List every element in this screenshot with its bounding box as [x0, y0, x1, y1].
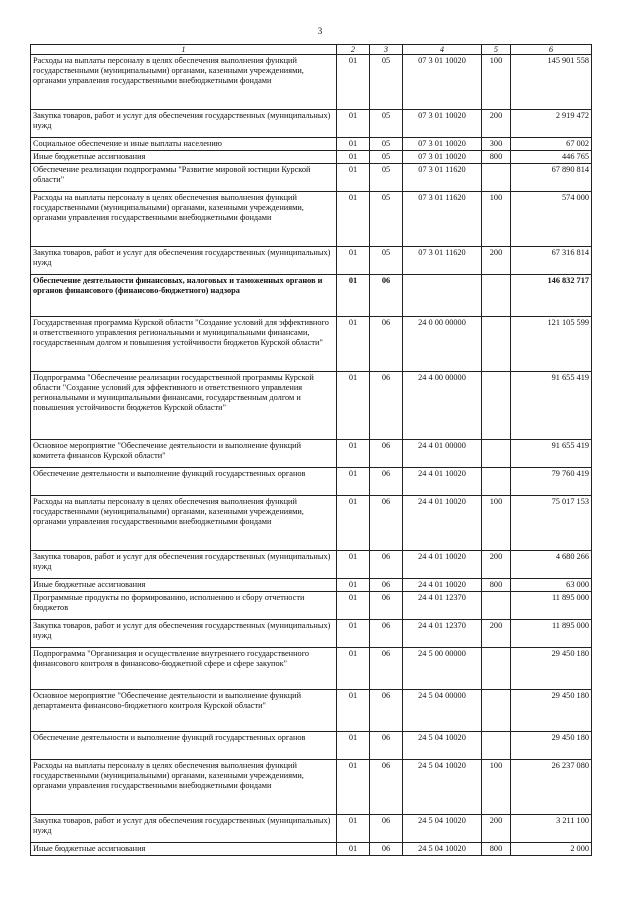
table-row — [31, 843, 592, 856]
table-row — [31, 468, 592, 496]
cell-expense-type: 200 — [482, 551, 511, 579]
cell-target-article: 24 5 04 10020 — [403, 732, 482, 760]
header-col-sum: 6 — [511, 45, 592, 55]
cell-sum: 145 901 558 — [511, 55, 592, 110]
cell-section: 01 — [337, 843, 370, 856]
table-row — [31, 55, 592, 110]
table-row — [31, 760, 592, 815]
cell-expense-type: 100 — [482, 496, 511, 551]
cell-target-article: 07 3 01 11620 — [403, 247, 482, 275]
cell-name: Иные бюджетные ассигнования — [31, 151, 337, 164]
cell-subsection: 06 — [370, 592, 403, 620]
cell-sum: 91 655 419 — [511, 372, 592, 440]
cell-target-article: 07 3 01 11620 — [403, 164, 482, 192]
table-row — [31, 440, 592, 468]
cell-sum: 574 000 — [511, 192, 592, 247]
cell-expense-type — [482, 275, 511, 317]
table-row — [31, 815, 592, 843]
cell-target-article: 24 4 01 12370 — [403, 592, 482, 620]
cell-target-article: 24 5 00 00000 — [403, 648, 482, 690]
cell-sum: 11 895 000 — [511, 620, 592, 648]
cell-sum: 2 919 472 — [511, 110, 592, 138]
cell-section: 01 — [337, 317, 370, 372]
cell-sum: 4 680 266 — [511, 551, 592, 579]
cell-name: Обеспечение реализации подпрограммы "Развитие мировой юстиции Курской области" — [31, 164, 337, 192]
cell-section: 01 — [337, 372, 370, 440]
cell-name: Обеспечение деятельности и выполнение функций государственных органов — [31, 732, 337, 760]
cell-sum: 67 316 814 — [511, 247, 592, 275]
cell-subsection: 06 — [370, 732, 403, 760]
cell-sum: 146 832 717 — [511, 275, 592, 317]
cell-sum: 26 237 080 — [511, 760, 592, 815]
cell-section: 01 — [337, 138, 370, 151]
cell-name: Подпрограмма "Обеспечение реализации государственной программы Курской области "Создание условий для эффективного и ответственного управления региональными и муниципальными финансами, государственным долгом и повышения устойчивости бюджетов Курской области" — [31, 372, 337, 440]
cell-target-article: 24 0 00 00000 — [403, 317, 482, 372]
cell-target-article: 24 5 04 10020 — [403, 760, 482, 815]
cell-section: 01 — [337, 164, 370, 192]
cell-sum: 121 105 599 — [511, 317, 592, 372]
cell-subsection: 06 — [370, 579, 403, 592]
cell-section: 01 — [337, 247, 370, 275]
cell-target-article: 24 4 01 10020 — [403, 496, 482, 551]
cell-sum: 91 655 419 — [511, 440, 592, 468]
cell-name: Расходы на выплаты персоналу в целях обеспечения выполнения функций государственными (муниципальными) органами, казенными учреждениями, органами управления государственными внебюджетными фондами — [31, 192, 337, 247]
cell-target-article: 24 5 04 10020 — [403, 843, 482, 856]
cell-subsection: 06 — [370, 815, 403, 843]
header-col-name: 1 — [31, 45, 337, 55]
cell-section: 01 — [337, 468, 370, 496]
cell-expense-type — [482, 372, 511, 440]
cell-expense-type: 100 — [482, 192, 511, 247]
cell-name: Основное мероприятие "Обеспечение деятельности и выполнение функций департамента финансово-бюджетного контроля Курской области" — [31, 690, 337, 732]
cell-name: Иные бюджетные ассигнования — [31, 843, 337, 856]
cell-expense-type: 800 — [482, 151, 511, 164]
cell-target-article: 07 3 01 10020 — [403, 138, 482, 151]
cell-expense-type — [482, 317, 511, 372]
cell-section: 01 — [337, 690, 370, 732]
table-row — [31, 592, 592, 620]
cell-section: 01 — [337, 192, 370, 247]
cell-expense-type — [482, 440, 511, 468]
cell-sum: 2 000 — [511, 843, 592, 856]
cell-target-article: 24 4 00 00000 — [403, 372, 482, 440]
budget-table — [30, 44, 592, 856]
cell-name: Расходы на выплаты персоналу в целях обеспечения выполнения функций государственными (муниципальными) органами, казенными учреждениями, органами управления государственными внебюджетными фондами — [31, 760, 337, 815]
cell-subsection: 06 — [370, 843, 403, 856]
cell-expense-type: 800 — [482, 843, 511, 856]
cell-sum: 79 760 419 — [511, 468, 592, 496]
cell-name: Расходы на выплаты персоналу в целях обеспечения выполнения функций государственными (муниципальными) органами, казенными учреждениями, органами управления государственными внебюджетными фондами — [31, 55, 337, 110]
table-row — [31, 247, 592, 275]
cell-section: 01 — [337, 151, 370, 164]
table-row — [31, 110, 592, 138]
table-row — [31, 275, 592, 317]
cell-sum: 3 211 100 — [511, 815, 592, 843]
cell-sum: 63 000 — [511, 579, 592, 592]
table-row — [31, 551, 592, 579]
cell-subsection: 05 — [370, 138, 403, 151]
cell-expense-type: 200 — [482, 815, 511, 843]
cell-sum: 67 890 814 — [511, 164, 592, 192]
cell-sum: 446 765 — [511, 151, 592, 164]
table-row — [31, 620, 592, 648]
cell-expense-type — [482, 468, 511, 496]
cell-expense-type: 200 — [482, 620, 511, 648]
cell-subsection: 06 — [370, 760, 403, 815]
cell-subsection: 06 — [370, 690, 403, 732]
cell-section: 01 — [337, 440, 370, 468]
cell-section: 01 — [337, 579, 370, 592]
cell-expense-type: 100 — [482, 760, 511, 815]
cell-sum: 67 002 — [511, 138, 592, 151]
cell-section: 01 — [337, 620, 370, 648]
cell-subsection: 06 — [370, 372, 403, 440]
cell-name: Государственная программа Курской области "Создание условий для эффективного и ответственного управления региональными и муниципальными финансами, государственным долгом и повышения устойчивости бюджетов Курской области" — [31, 317, 337, 372]
cell-subsection: 05 — [370, 151, 403, 164]
table-row — [31, 164, 592, 192]
header-col-expense-type: 5 — [482, 45, 511, 55]
cell-name: Социальное обеспечение и иные выплаты населению — [31, 138, 337, 151]
table-row — [31, 690, 592, 732]
cell-subsection: 06 — [370, 317, 403, 372]
cell-section: 01 — [337, 648, 370, 690]
cell-subsection: 06 — [370, 275, 403, 317]
cell-target-article: 24 4 01 10020 — [403, 551, 482, 579]
table-row — [31, 372, 592, 440]
cell-subsection: 05 — [370, 110, 403, 138]
cell-section: 01 — [337, 551, 370, 579]
cell-subsection: 05 — [370, 55, 403, 110]
cell-sum: 29 450 180 — [511, 732, 592, 760]
cell-target-article: 07 3 01 10020 — [403, 151, 482, 164]
cell-name: Закупка товаров, работ и услуг для обеспечения государственных (муниципальных) нужд — [31, 815, 337, 843]
cell-section: 01 — [337, 592, 370, 620]
cell-target-article: 24 4 01 00000 — [403, 440, 482, 468]
table-row — [31, 138, 592, 151]
cell-expense-type — [482, 592, 511, 620]
cell-sum: 29 450 180 — [511, 690, 592, 732]
cell-expense-type: 200 — [482, 110, 511, 138]
cell-expense-type: 300 — [482, 138, 511, 151]
table-row — [31, 496, 592, 551]
cell-expense-type — [482, 648, 511, 690]
cell-name: Закупка товаров, работ и услуг для обеспечения государственных (муниципальных) нужд — [31, 110, 337, 138]
header-col-target-article: 4 — [403, 45, 482, 55]
table-row — [31, 151, 592, 164]
cell-target-article: 24 4 01 12370 — [403, 620, 482, 648]
cell-sum: 29 450 180 — [511, 648, 592, 690]
cell-expense-type: 200 — [482, 247, 511, 275]
cell-name: Закупка товаров, работ и услуг для обеспечения государственных (муниципальных) нужд — [31, 620, 337, 648]
table-row — [31, 732, 592, 760]
cell-subsection: 06 — [370, 648, 403, 690]
cell-name: Основное мероприятие "Обеспечение деятельности и выполнение функций комитета финансов Курской области" — [31, 440, 337, 468]
cell-expense-type — [482, 164, 511, 192]
cell-name: Программные продукты по формированию, исполнению и сбору отчетности бюджетов — [31, 592, 337, 620]
cell-expense-type — [482, 690, 511, 732]
cell-target-article: 24 4 01 10020 — [403, 579, 482, 592]
cell-subsection: 05 — [370, 192, 403, 247]
cell-section: 01 — [337, 760, 370, 815]
cell-name: Обеспечение деятельности и выполнение функций государственных органов — [31, 468, 337, 496]
cell-section: 01 — [337, 275, 370, 317]
table-header — [31, 45, 592, 55]
cell-section: 01 — [337, 55, 370, 110]
cell-name: Закупка товаров, работ и услуг для обеспечения государственных (муниципальных) нужд — [31, 551, 337, 579]
cell-sum: 11 895 000 — [511, 592, 592, 620]
cell-subsection: 05 — [370, 247, 403, 275]
cell-section: 01 — [337, 496, 370, 551]
cell-target-article — [403, 275, 482, 317]
cell-name: Обеспечение деятельности финансовых, налоговых и таможенных органов и органов финансового (финансово-бюджетного) надзора — [31, 275, 337, 317]
cell-name: Закупка товаров, работ и услуг для обеспечения государственных (муниципальных) нужд — [31, 247, 337, 275]
page-number: 3 — [317, 26, 323, 36]
cell-subsection: 06 — [370, 496, 403, 551]
cell-target-article: 07 3 01 11620 — [403, 192, 482, 247]
cell-target-article: 24 5 04 00000 — [403, 690, 482, 732]
cell-section: 01 — [337, 110, 370, 138]
cell-name: Расходы на выплаты персоналу в целях обеспечения выполнения функций государственными (муниципальными) органами, казенными учреждениями, органами управления государственными внебюджетными фондами — [31, 496, 337, 551]
table-body — [31, 55, 592, 856]
cell-expense-type: 100 — [482, 55, 511, 110]
table-row — [31, 579, 592, 592]
cell-expense-type: 800 — [482, 579, 511, 592]
cell-target-article: 24 4 01 10020 — [403, 468, 482, 496]
cell-target-article: 07 3 01 10020 — [403, 110, 482, 138]
cell-expense-type — [482, 732, 511, 760]
header-col-subsection: 3 — [370, 45, 403, 55]
cell-name: Иные бюджетные ассигнования — [31, 579, 337, 592]
table-row — [31, 317, 592, 372]
cell-sum: 75 017 153 — [511, 496, 592, 551]
cell-subsection: 05 — [370, 164, 403, 192]
table-row — [31, 192, 592, 247]
cell-name: Подпрограмма "Организация и осуществление внутреннего государственного финансового контроля в финансово-бюджетной сфере и сфере закупок" — [31, 648, 337, 690]
cell-target-article: 24 5 04 10020 — [403, 815, 482, 843]
cell-subsection: 06 — [370, 551, 403, 579]
cell-target-article: 07 3 01 10020 — [403, 55, 482, 110]
cell-subsection: 06 — [370, 440, 403, 468]
cell-subsection: 06 — [370, 620, 403, 648]
header-row — [31, 45, 592, 55]
cell-section: 01 — [337, 815, 370, 843]
cell-subsection: 06 — [370, 468, 403, 496]
table-row — [31, 648, 592, 690]
cell-section: 01 — [337, 732, 370, 760]
header-col-section: 2 — [337, 45, 370, 55]
